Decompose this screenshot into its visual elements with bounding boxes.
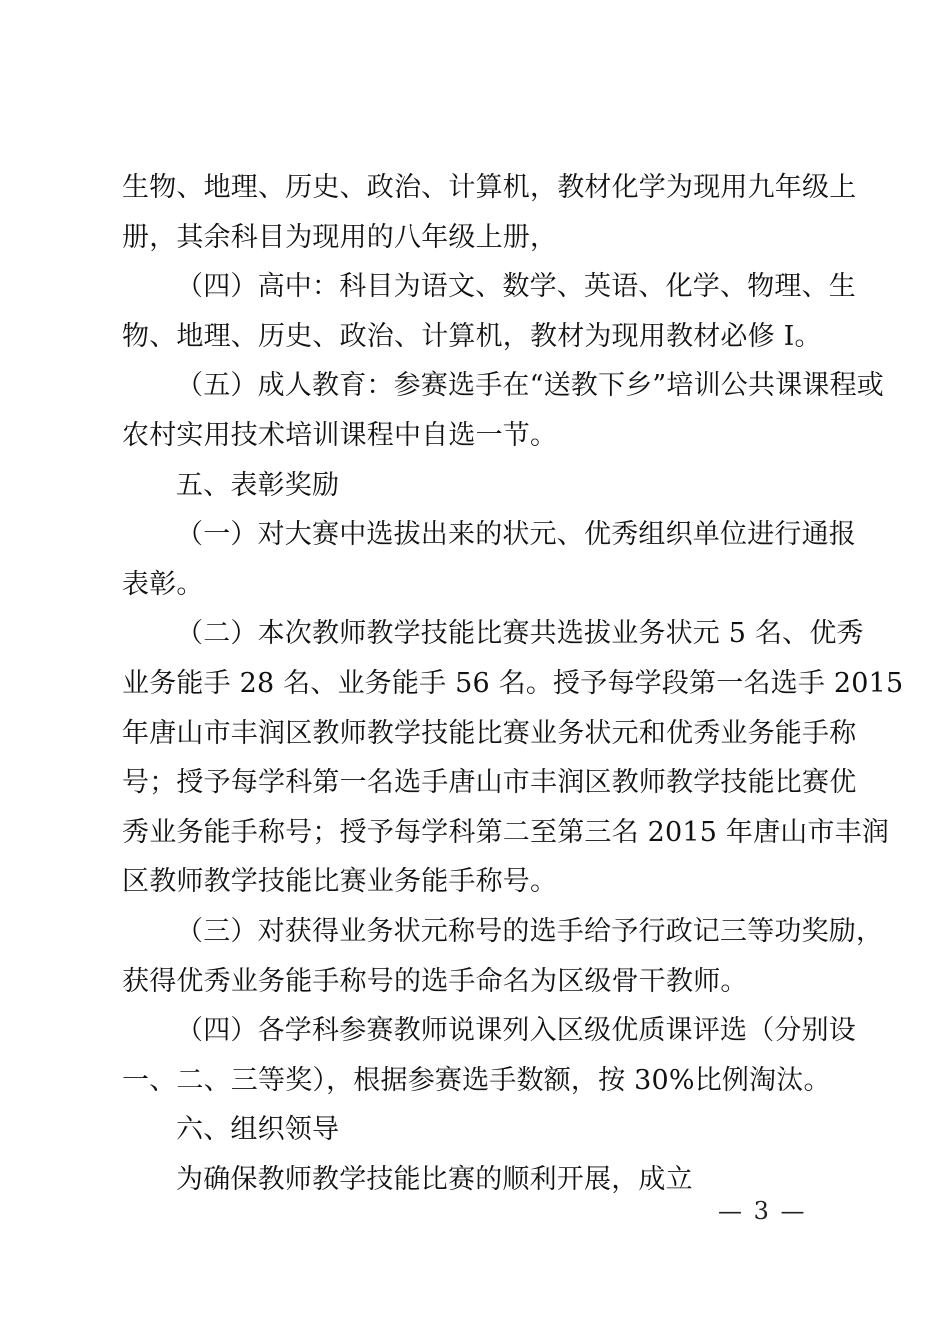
text-line: 区教师教学技能比赛业务能手称号。 xyxy=(122,866,558,898)
text-line: 册，其余科目为现用的八年级上册， xyxy=(122,221,558,253)
page-number: — 3 — xyxy=(718,1197,807,1225)
text-line: 六、组织领导 xyxy=(176,1114,340,1146)
text-line: （四）高中：科目为语文、数学、英语、化学、物理、生 xyxy=(176,271,856,303)
text-line: （二）本次教师教学技能比赛共选拔业务状元 5 名、优秀 xyxy=(176,618,864,650)
text-line: 业务能手 28 名、业务能手 56 名。授予每学段第一名选手 2015 xyxy=(122,667,904,699)
text-line: （五）成人教育：参赛选手在“送教下乡”培训公共课课程或 xyxy=(176,370,885,402)
text-line: 物、地理、历史、政治、计算机，教材为现用教材必修 I。 xyxy=(122,320,822,352)
text-line: （三）对获得业务状元称号的选手给予行政记三等功奖励， xyxy=(176,915,884,947)
text-line: （一）对大赛中选拔出来的状元、优秀组织单位进行通报 xyxy=(176,519,856,551)
text-line: 年唐山市丰润区教师教学技能比赛业务状元和优秀业务能手称 xyxy=(122,717,857,749)
text-line: （四）各学科参赛教师说课列入区级优质课评选（分别设 xyxy=(176,1015,856,1047)
text-line: 为确保教师教学技能比赛的顺利开展，成立 xyxy=(176,1163,693,1195)
text-line: 秀业务能手称号；授予每学科第二至第三名 2015 年唐山市丰润 xyxy=(122,816,890,848)
text-line: 表彰。 xyxy=(122,568,204,600)
text-line: 获得优秀业务能手称号的选手命名为区级骨干教师。 xyxy=(122,965,748,997)
text-line: 五、表彰奖励 xyxy=(176,469,340,501)
text-line: 一、二、三等奖），根据参赛选手数额，按 30%比例淘汰。 xyxy=(122,1064,831,1096)
text-line: 生物、地理、历史、政治、计算机，教材化学为现用九年级上 xyxy=(122,172,857,203)
text-line: 号；授予每学科第一名选手唐山市丰润区教师教学技能比赛优 xyxy=(122,767,857,799)
text-line: 农村实用技术培训课程中自选一节。 xyxy=(122,419,558,451)
body-text xyxy=(122,163,904,1204)
